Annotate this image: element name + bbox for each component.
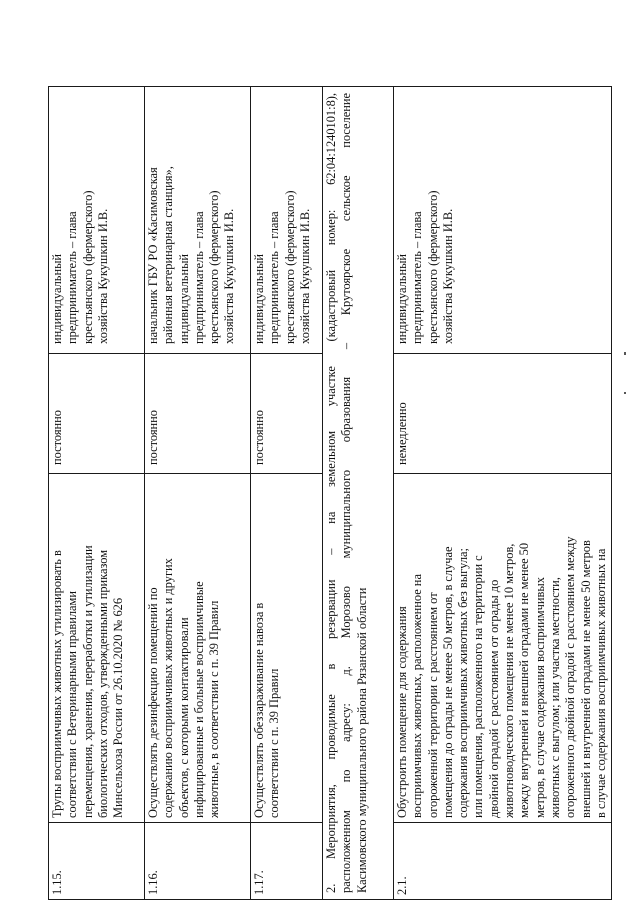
term-text: постоянно bbox=[49, 354, 145, 474]
responsible-text: индивидуальный предприниматель – глава крестьянского (фермерского) хозяйства Кукушкин И.В. bbox=[49, 87, 145, 354]
section-line: расположенном по адресу: д. Морозово муниципального образования – Крутоярское сельское поселение bbox=[339, 93, 354, 893]
row-number: 1.16. bbox=[145, 823, 251, 900]
table-row bbox=[145, 87, 251, 900]
term-text: постоянно bbox=[251, 354, 323, 474]
section-row bbox=[323, 87, 394, 900]
table-row bbox=[49, 87, 145, 900]
measures-table bbox=[48, 86, 612, 900]
measure-text: Осуществлять дезинфекцию помещений по содержанию восприимчивых животных и других объектов, с которыми контактировали инфицированные и больные восприимчивые животные, в соответствии с п. 39 Правил bbox=[145, 474, 251, 823]
row-number: 1.15. bbox=[49, 823, 145, 900]
term-text: постоянно bbox=[145, 354, 251, 474]
measure-text: Обустроить помещение для содержания восприимчивых животных, расположенное на огороженной территории с расстоянием от помещения до ограды не менее 50 метров, в случае содержания восприимчивых животных без выгула; или помещения, расположенного на территории с двойной оградой с расстоянием от ограды до животноводческого помещения не менее 10 метров, между внутренней и внешней оградами не менее 50 метров, в случае содержания восприимчивых животных с выгулом; или участка местности, огороженного двойной оградой с расстоянием между внешней и внутренней оградами не менее 50 метров в случае содержания восприимчивых животных на bbox=[394, 474, 612, 823]
section-heading bbox=[323, 87, 394, 900]
term-text: немедленно bbox=[394, 354, 612, 474]
responsible-text: индивидуальный предприниматель – глава крестьянского (фермерского) хозяйства Кукушкин И.В. bbox=[394, 87, 612, 354]
table-row bbox=[394, 87, 612, 900]
measure-text: Трупы восприимчивых животных утилизировать в соответствии с Ветеринарными правилами перемещения, хранения, переработки и утилизации биологических отходов, утвержденными приказом Минсельхоза России от 26.10.2020 № 626 bbox=[49, 474, 145, 823]
row-number: 1.17. bbox=[251, 823, 323, 900]
scan-speck bbox=[624, 352, 626, 355]
row-number: 2.1. bbox=[394, 823, 612, 900]
measure-text: Осуществлять обеззараживание навоза в соответствии с п. 39 Правил bbox=[251, 474, 323, 823]
section-line: 2. Мероприятия, проводимые в резервации – на земельном участке (кадастровый номер: 62:04:1240101:8), bbox=[324, 93, 338, 893]
scan-speck bbox=[624, 392, 626, 394]
responsible-text: начальник ГБУ РО «Касимовская районная ветеринарная станция», индивидуальный предприниматель – глава крестьянского (фермерского) хозяйства Кукушкин И.В. bbox=[145, 87, 251, 354]
section-line: Касимовского муниципального района Рязанской области bbox=[354, 587, 369, 893]
responsible-text: индивидуальный предприниматель – глава крестьянского (фермерского) хозяйства Кукушкин И.В. bbox=[251, 87, 323, 354]
table-row bbox=[251, 87, 323, 900]
